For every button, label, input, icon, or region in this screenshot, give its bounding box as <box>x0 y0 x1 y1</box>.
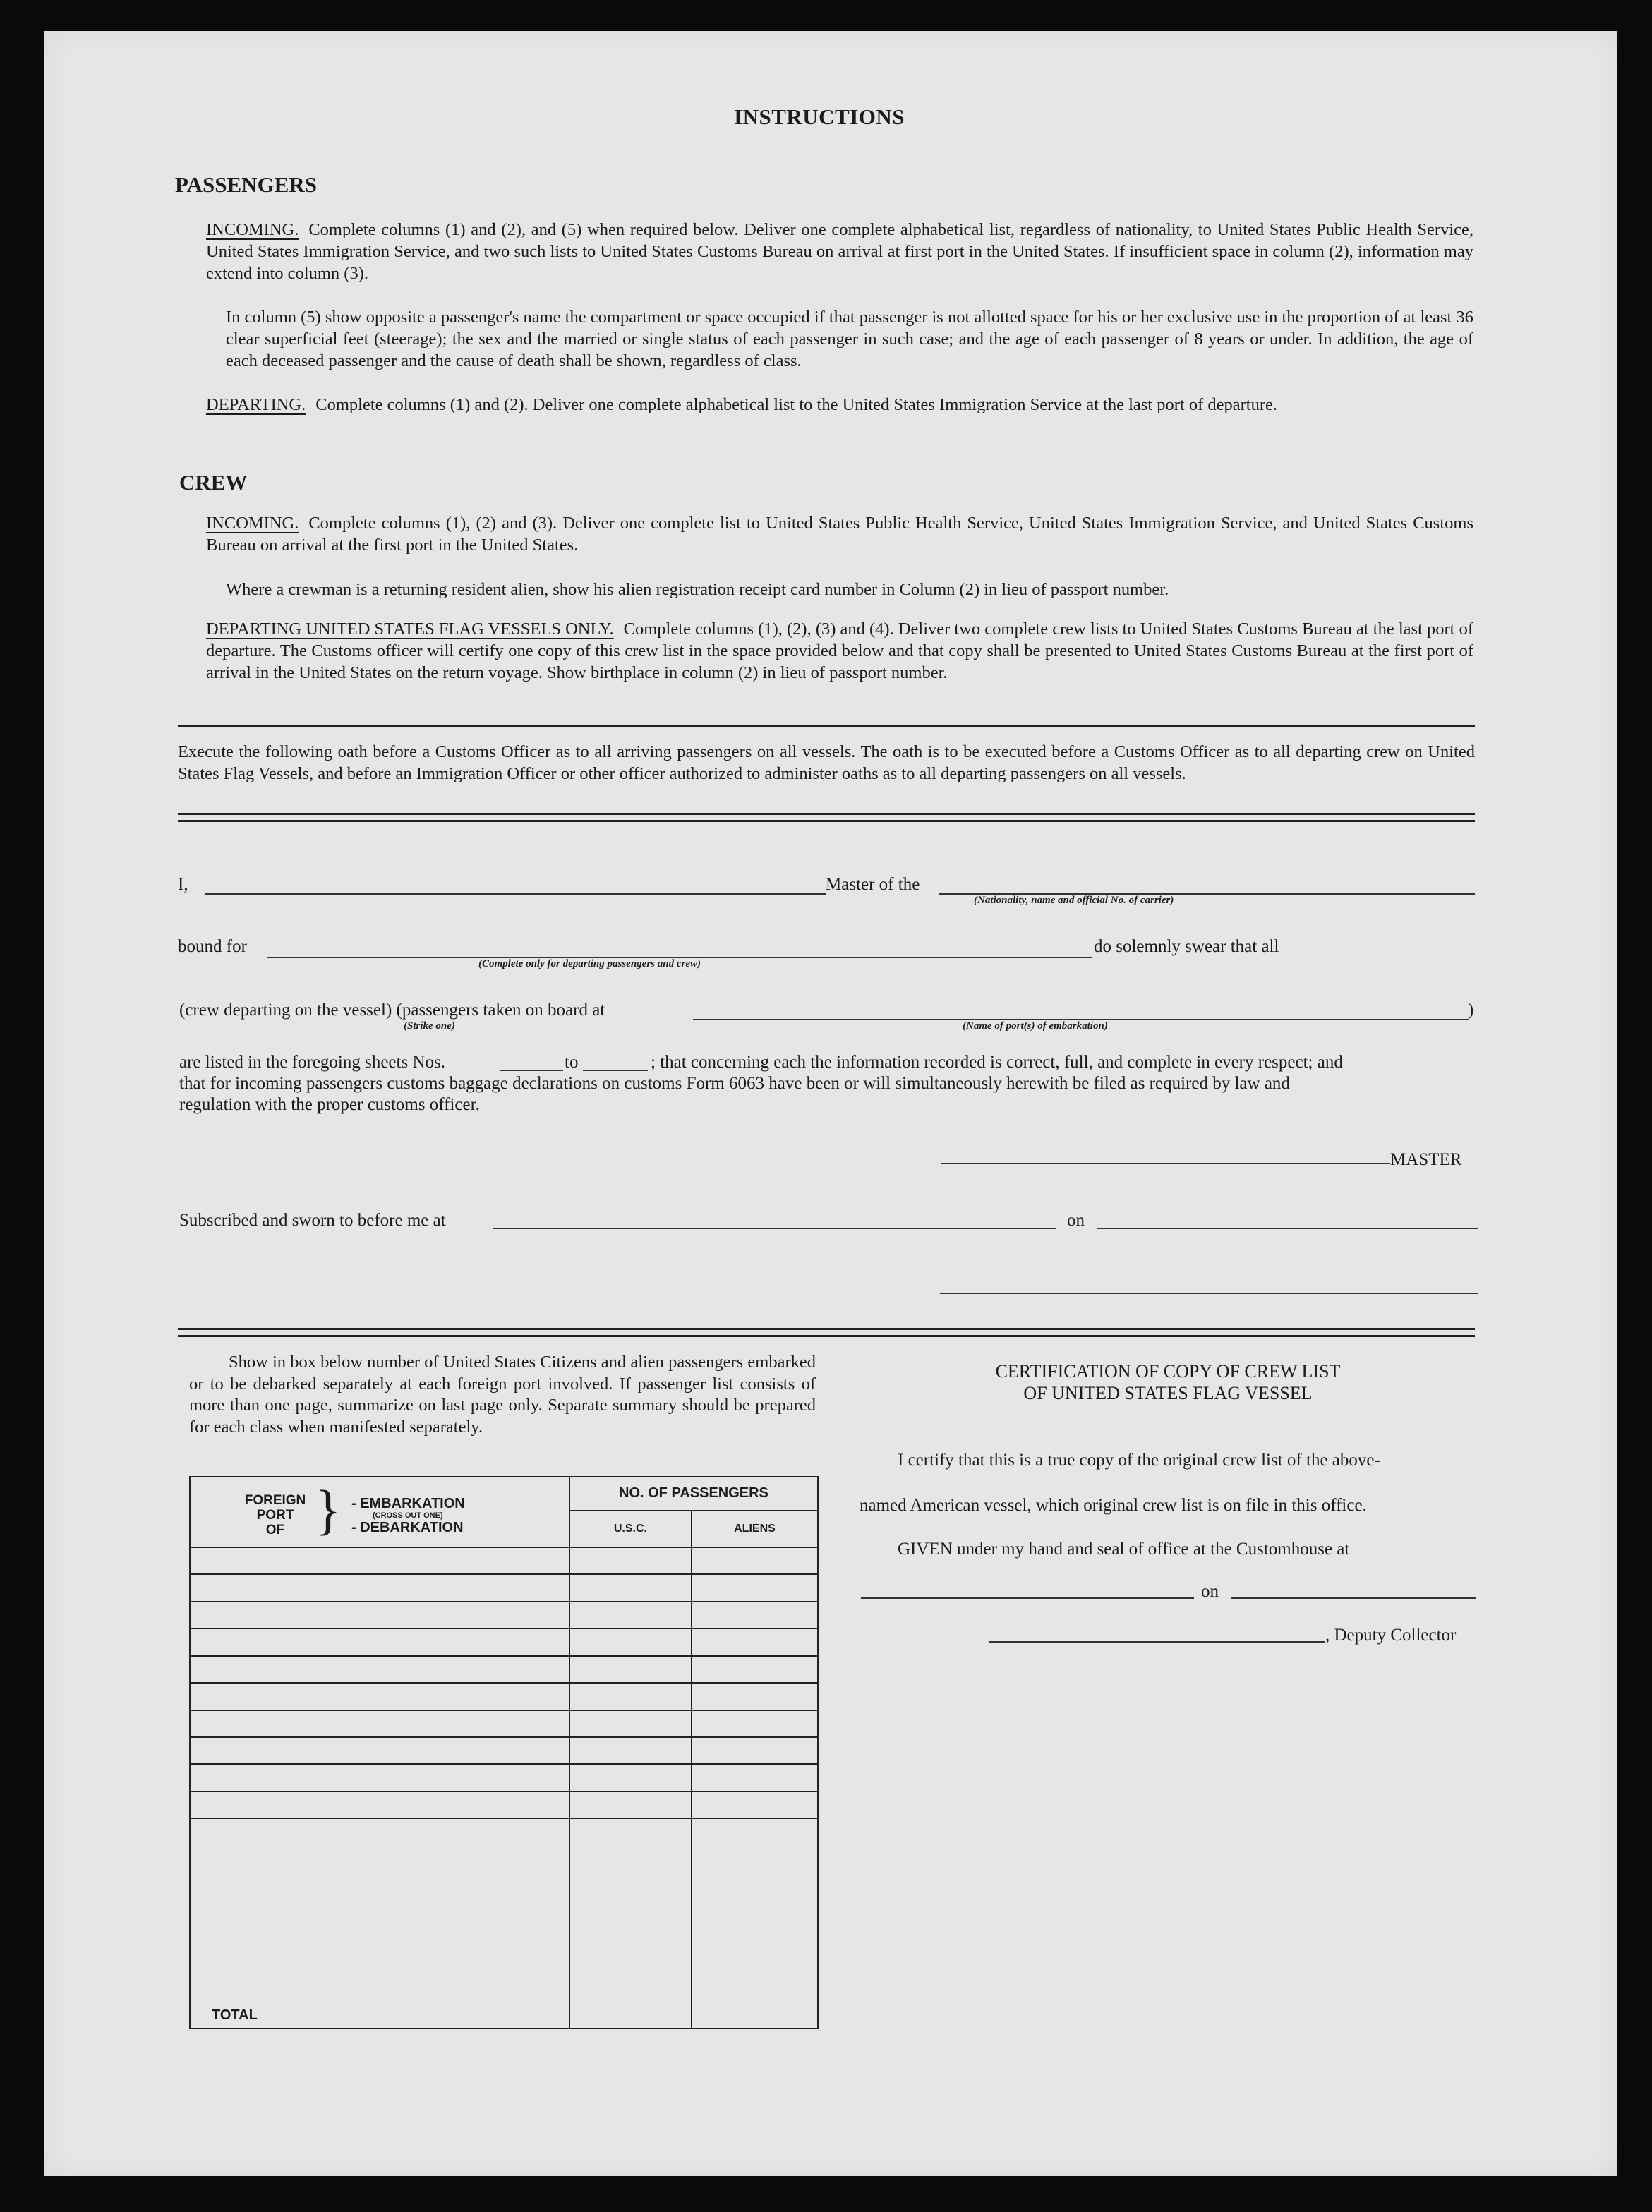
port-cell[interactable] <box>190 1656 569 1683</box>
oath-listed-to: to <box>565 1053 579 1072</box>
passengers-heading: PASSENGERS <box>175 172 317 197</box>
oath-close-paren: ) <box>1468 1001 1474 1020</box>
passengers-column5-text: In column (5) show opposite a passenger's name the compartment or space occupied if that passenger is not allotted space for his or her exclusive use in the proportion of at least 36 clear superficial feet (steerage); the sex and the married or single status of each passenger in such case; and the age of each passenger of 8 years or under. In addition, the age of each deceased passenger and the cause of death shall be shown, regardless of class. <box>226 308 1473 370</box>
oath-crew-departing: (crew departing on the vessel) (passengers taken on board at <box>179 1001 605 1020</box>
port-header-port: PORT <box>256 1508 294 1523</box>
port-cell[interactable] <box>190 1547 569 1574</box>
passengers-incoming-block <box>206 219 1473 284</box>
crew-departing-label: DEPARTING UNITED STATES FLAG VESSELS ONLY. <box>206 620 614 639</box>
certification-line2: named American vessel, which original crew list is on file in this office. <box>860 1496 1367 1515</box>
port-header-foreign: FOREIGN <box>244 1493 306 1508</box>
total-label: TOTAL <box>190 1818 569 2029</box>
aliens-cell[interactable] <box>692 1710 818 1737</box>
oath-listed-a: are listed in the foregoing sheets Nos. <box>179 1053 445 1072</box>
master-label: MASTER <box>1390 1150 1462 1169</box>
port-header-cell <box>190 1477 569 1547</box>
table-row <box>190 1791 818 1818</box>
oath-listed-line2: that for incoming passengers customs baggage declarations on customs Form 6063 have been or will simultaneously herewith be filed as required by law and <box>179 1074 1290 1093</box>
certification-line1: I certify that this is a true copy of the original crew list of the above- <box>898 1451 1380 1470</box>
aliens-cell[interactable] <box>692 1791 818 1818</box>
crew-incoming-paragraph <box>206 512 1473 556</box>
usc-cell[interactable] <box>569 1683 692 1710</box>
table-header-row <box>190 1477 818 1511</box>
cross-out-note: (CROSS OUT ONE) <box>373 1511 443 1520</box>
table-row <box>190 1628 818 1655</box>
port-cell[interactable] <box>190 1683 569 1710</box>
divider-double-4 <box>178 1335 1475 1337</box>
usc-cell[interactable] <box>569 1737 692 1764</box>
crew-resident-text: Where a crewman is a returning resident alien, show his alien registration receipt card number in Column (2) in lieu of passport number. <box>226 580 1169 599</box>
oath-master-of: Master of the <box>826 875 920 894</box>
oath-i-label: I, <box>178 875 188 894</box>
oath-solemnly: do solemnly swear that all <box>1094 937 1279 956</box>
oath-bound-for: bound for <box>178 937 247 956</box>
passengers-departing-block <box>206 394 1473 416</box>
table-row <box>190 1656 818 1683</box>
aliens-header: ALIENS <box>692 1511 818 1547</box>
oath-instruction-block <box>178 741 1475 785</box>
divider-double-2 <box>178 820 1475 822</box>
officer-signature-line[interactable] <box>940 1293 1478 1294</box>
no-passengers-header: NO. OF PASSENGERS <box>569 1477 818 1511</box>
embarkation-label: - EMBARKATION <box>351 1496 465 1511</box>
usc-cell[interactable] <box>569 1791 692 1818</box>
table-row <box>190 1764 818 1791</box>
debarkation-label: - DEBARKATION <box>351 1520 464 1535</box>
subscribed-place-line[interactable] <box>493 1228 1056 1229</box>
carrier-caption: (Nationality, name and official No. of carrier) <box>974 895 1174 906</box>
crew-heading: CREW <box>179 470 248 495</box>
aliens-cell[interactable] <box>692 1737 818 1764</box>
passengers-departing-text: Complete columns (1) and (2). Deliver one complete alphabetical list to the United States Immigration Service at the last port of departure. <box>315 395 1277 414</box>
table-row <box>190 1737 818 1764</box>
crew-departing-text: Complete columns (1), (2), (3) and (4). Deliver two complete crew lists to United States Customs Bureau at the last port of departure. The Customs officer will certify one copy of this crew list in the space provided below and that copy shall be presented to United States Customs Bureau at the first port of arrival in the United States on the return voyage. Show birthplace in column (2) in lieu of passport number. <box>206 620 1473 682</box>
usc-cell[interactable] <box>569 1602 692 1628</box>
port-cell[interactable] <box>190 1791 569 1818</box>
table-row <box>190 1602 818 1628</box>
port-cell[interactable] <box>190 1737 569 1764</box>
crew-incoming-block <box>206 512 1473 556</box>
passengers-incoming-text: Complete columns (1) and (2), and (5) when required below. Deliver one complete alphabetical list, regardless of nationality, to United States Public Health Service, United States Immigration Service, and two such lists to United States Customs Bureau on arrival at first port in the United States. If insufficient space in column (2), information may extend into column (3). <box>206 220 1473 283</box>
usc-header: U.S.C. <box>569 1511 692 1547</box>
aliens-cell[interactable] <box>692 1656 818 1683</box>
master-name-line[interactable] <box>205 893 826 895</box>
port-cell[interactable] <box>190 1602 569 1628</box>
oath-on: on <box>1067 1211 1085 1230</box>
crew-departing-paragraph <box>206 618 1473 684</box>
table-row <box>190 1683 818 1710</box>
table-row <box>190 1574 818 1601</box>
usc-cell[interactable] <box>569 1574 692 1601</box>
master-signature-line[interactable] <box>941 1163 1390 1164</box>
oath-subscribed: Subscribed and sworn to before me at <box>179 1211 446 1230</box>
passengers-departing-label: DEPARTING. <box>206 395 306 414</box>
summary-instruction-block <box>189 1352 816 1438</box>
passengers-departing-paragraph <box>206 394 1473 416</box>
port-cell[interactable] <box>190 1764 569 1791</box>
port-cell[interactable] <box>190 1574 569 1601</box>
port-cell[interactable] <box>190 1628 569 1655</box>
certification-place-line[interactable] <box>861 1597 1194 1599</box>
sheet-from-line[interactable] <box>500 1070 563 1071</box>
usc-total-cell[interactable] <box>569 1818 692 2029</box>
port-cell[interactable] <box>190 1710 569 1737</box>
aliens-cell[interactable] <box>692 1683 818 1710</box>
deputy-signature-line[interactable] <box>989 1641 1325 1643</box>
certification-heading <box>861 1360 1475 1404</box>
crew-departing-block <box>206 618 1473 684</box>
passenger-summary-table <box>189 1476 819 2029</box>
port-header-label <box>240 1493 310 1537</box>
passengers-incoming-label: INCOMING. <box>206 220 299 239</box>
subscribed-date-line[interactable] <box>1097 1228 1478 1229</box>
table-row <box>190 1547 818 1574</box>
summary-instruction-text: Show in box below number of United States Citizens and alien passengers embarked or to be debarked separately at each foreign port involved. If passenger list consists of more than one page, summarize on last page only. Separate summary should be prepared for each class when manifested separately. <box>189 1353 816 1437</box>
certification-on: on <box>1201 1582 1219 1601</box>
aliens-cell[interactable] <box>692 1602 818 1628</box>
table-row <box>190 1710 818 1737</box>
crew-resident-block <box>226 579 1473 600</box>
embarkation-option[interactable] <box>351 1496 465 1535</box>
aliens-cell[interactable] <box>692 1547 818 1574</box>
aliens-total-cell[interactable] <box>692 1818 818 2029</box>
aliens-cell[interactable] <box>692 1764 818 1791</box>
certification-date-line[interactable] <box>1231 1597 1476 1599</box>
crew-incoming-label: INCOMING. <box>206 514 299 533</box>
certification-line3: GIVEN under my hand and seal of office at the Customhouse at <box>898 1540 1350 1559</box>
usc-cell[interactable] <box>569 1547 692 1574</box>
divider-top <box>178 725 1475 727</box>
brace-icon: } <box>315 1479 342 1540</box>
oath-instruction-text: Execute the following oath before a Customs Officer as to all arriving passengers on all vessels. The oath is to be executed before a Customs Officer as to all departing crew on United States Flag Vessels, and before an Immigration Officer or other officer authorized to administer oaths as to all departing passengers on all vessels. <box>178 742 1475 783</box>
usc-cell[interactable] <box>569 1710 692 1737</box>
aliens-cell[interactable] <box>692 1574 818 1601</box>
passengers-incoming-paragraph <box>186 219 1473 284</box>
certification-heading-line2: OF UNITED STATES FLAG VESSEL <box>1023 1383 1313 1403</box>
passengers-column5-block <box>226 306 1473 372</box>
divider-double-1 <box>178 813 1475 815</box>
sheet-to-line[interactable] <box>583 1070 648 1071</box>
table-total-row <box>190 1818 818 2029</box>
strike-caption: (Strike one) <box>404 1020 455 1032</box>
port-header-of: OF <box>265 1523 285 1537</box>
oath-listed-b: ; that concerning each the information recorded is correct, full, and complete in every respect; and <box>651 1053 1343 1072</box>
usc-cell[interactable] <box>569 1764 692 1791</box>
deputy-collector-label: , Deputy Collector <box>1325 1626 1457 1645</box>
page-title: INSTRUCTIONS <box>734 104 905 129</box>
oath-listed-line3: regulation with the proper customs officer. <box>179 1095 480 1114</box>
ports-caption: (Name of port(s) of embarkation) <box>963 1020 1108 1032</box>
aliens-cell[interactable] <box>692 1628 818 1655</box>
destination-caption: (Complete only for departing passengers and crew) <box>478 958 701 969</box>
divider-double-3 <box>178 1328 1475 1330</box>
usc-cell[interactable] <box>569 1628 692 1655</box>
usc-cell[interactable] <box>569 1656 692 1683</box>
crew-incoming-text: Complete columns (1), (2) and (3). Deliver one complete list to United States Public Health Service, United States Immigration Service, and United States Customs Bureau on arrival at the first port in the United States. <box>206 514 1473 555</box>
certification-heading-line1: CERTIFICATION OF COPY OF CREW LIST <box>995 1361 1341 1382</box>
